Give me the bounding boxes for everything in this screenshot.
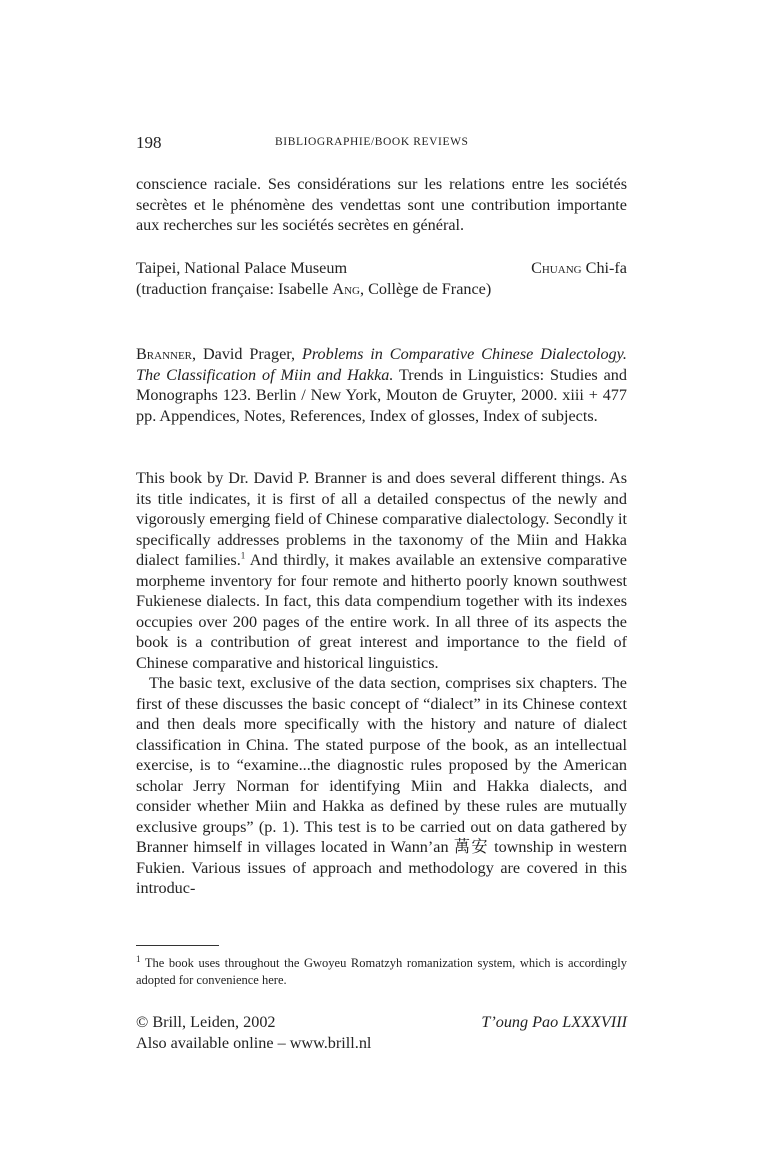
footnote-rule	[136, 945, 219, 946]
reviewer-name: Chuang Chi-fa	[531, 259, 627, 277]
book-author-given: , David Prager,	[192, 345, 302, 363]
running-title: BIBLIOGRAPHIE/BOOK REVIEWS	[275, 136, 469, 148]
footnote	[136, 955, 627, 989]
footnote-text: The book uses throughout the Gwoyeu Romatzyh romanization system, which is accordingly adopted for convenience here.	[136, 956, 627, 987]
copyright-notice: © Brill, Leiden, 2002	[136, 1013, 276, 1031]
previous-review-signature	[136, 258, 627, 299]
reviewer-affiliation: Taipei, National Palace Museum	[136, 259, 348, 277]
body-paragraph-2: The basic text, exclusive of the data section, comprises six chapters. The first of these discusses the basic concept of “dialect” in its Chinese context and then deals more specifically with the history and nature of dialect classification in China. The stated purpose of the book, as an intellectual exercise, is to “examine...the diagnostic rules proposed by the American scholar Jerry Norman for identifying Miin and Hakka dialects, and consider whether Miin and Hakka as defined by these rules are mutually exclusive groups” (p. 1). This test is to be carried out on data gathered by Branner himself in villages located in Wann’an 萬安 township in western Fukien. Various issues of approach and methodology are covered in this introduc-	[136, 674, 627, 897]
review-body	[136, 468, 627, 899]
journal-reference: T’oung Pao LXXXVIII	[481, 1013, 627, 1031]
page-number: 198	[136, 133, 162, 152]
book-author-surname: Branner	[136, 345, 193, 363]
previous-review-paragraph: conscience raciale. Ses considérations sur les relations entre les sociétés secrètes et le phénomène des vendettas sont une contribution importante aux recherches sur les sociétés secrètes en général.	[136, 175, 627, 234]
translation-credit: (traduction française: Isabelle Ang, Collège de France)	[136, 279, 492, 298]
footnote-reference: 1	[240, 550, 246, 561]
footnote-mark: 1	[136, 953, 141, 964]
page-footer	[136, 1012, 627, 1054]
book-title: Problems in Comparative Chinese Dialectology. The Classification of Miin and Hakka.	[136, 345, 627, 384]
book-citation	[136, 344, 627, 426]
online-availability: Also available online – www.brill.nl	[136, 1033, 372, 1052]
previous-review-ending	[136, 174, 627, 236]
body-paragraph-1: This book by Dr. David P. Branner is and does several different things. As its title indicates, it is first of all a detailed conspectus of the newly and vigorously emerging field of Chinese comparative dialectology. Secondly it specifically addresses problems in the taxonomy of the Miin and Hakka dialect families.$^1$ And thirdly, it makes available an extensive comparative morpheme inventory for four remote and hitherto poorly known southwest Fukienese dialects. In fact, this data compendium together with its indexes occupies over 200 pages of the entire work. In all three of its aspects the book is a contribution of great interest and importance to the field of Chinese comparative and historical linguistics.	[136, 469, 627, 672]
book-details: Trends in Linguistics: Studies and Monographs 123. Berlin / New York, Mouton de Gruyter, 2000. xiii + 477 pp. Appendices, Notes, References, Index of glosses, Index of subjects.	[136, 365, 627, 425]
page-header	[136, 133, 627, 155]
